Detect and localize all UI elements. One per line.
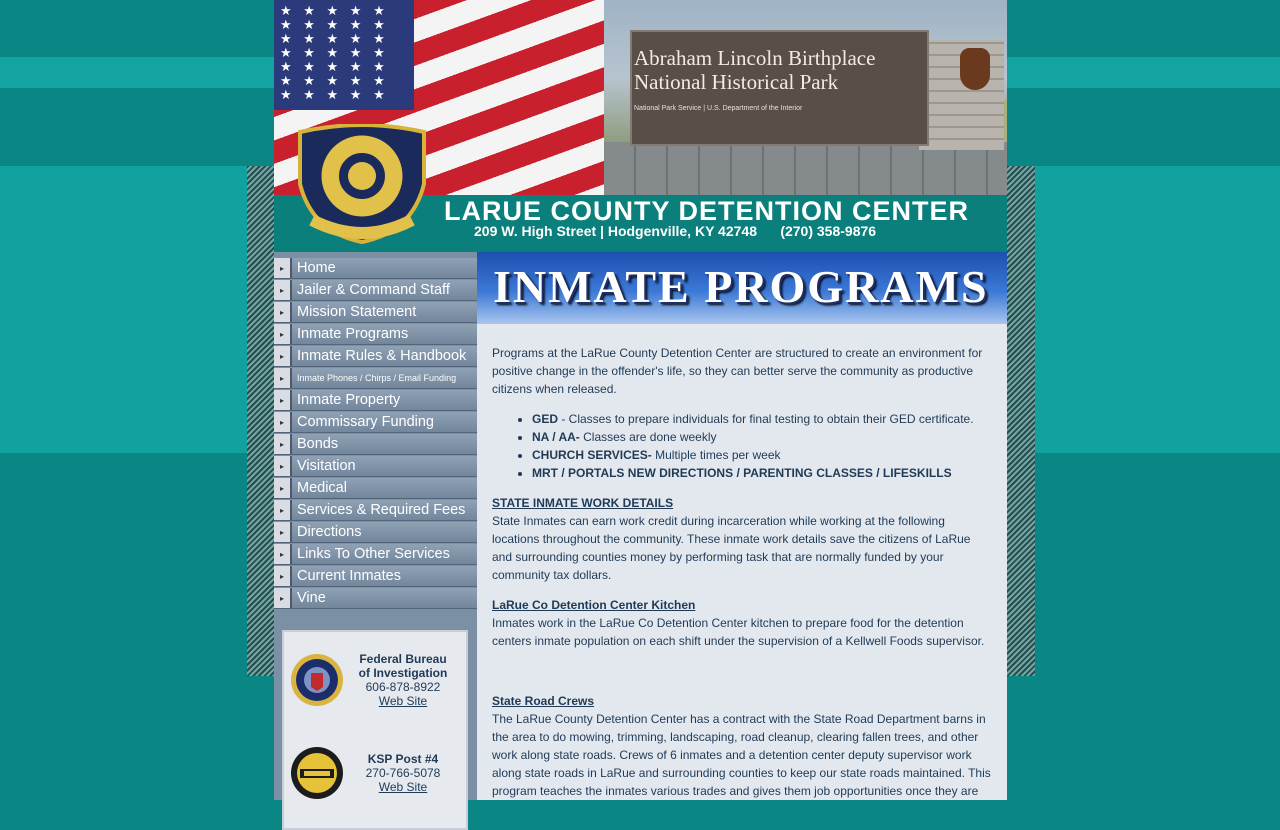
external-links-box [282,630,468,830]
fbi-website-link[interactable]: Web Site [378,694,428,708]
road-section-title: State Road Crews [492,694,595,708]
nav-item-10[interactable] [274,478,477,499]
nav-item-label: Medical [292,478,477,498]
fbi-name-2: of Investigation [358,666,448,680]
site-address: 209 W. High Street | Hodgenville, KY 42748 (270) 358-9876 [474,223,877,239]
nav-item-label: Inmate Rules & Handbook [292,346,477,366]
nav-bullet-icon: ▸ [274,258,292,278]
kitchen-section-title: LaRue Co Detention Center Kitchen [492,598,696,612]
program-name: MRT / PORTALS NEW DIRECTIONS / PARENTING CLASSES / LIFESKILLS [532,466,952,480]
intro-paragraph: Programs at the LaRue County Detention Center are structured to create an environment for positive change in the offender's life, so they can better serve the community as productive citizens when released. [492,346,983,396]
nav-item-label: Commissary Funding [292,412,477,432]
county-seal-icon [292,124,432,244]
nav-bullet-icon: ▸ [274,566,292,586]
program-item [532,410,993,428]
ksp-website-link[interactable]: Web Site [378,780,428,794]
ksp-phone: 270-766-5078 [365,766,441,780]
nav-bullet-icon: ▸ [274,324,292,344]
nav-item-label: Bonds [292,434,477,454]
fbi-phone: 606-878-8922 [365,680,441,694]
main-nav [274,258,477,610]
right-hatch-border [1007,166,1035,676]
nav-bullet-icon: ▸ [274,368,292,388]
nav-item-11[interactable] [274,500,477,521]
nav-item-label: Links To Other Services [292,544,477,564]
nav-bullet-icon: ▸ [274,588,292,608]
ksp-link-block [290,746,462,800]
program-item [532,428,993,446]
nav-item-0[interactable] [274,258,477,279]
nav-item-12[interactable] [274,522,477,543]
page-title: INMATE PROGRAMS [493,261,989,312]
nps-arrowhead-icon [960,48,990,90]
sidebar [274,252,477,800]
program-item [532,446,993,464]
nav-item-2[interactable] [274,302,477,323]
nav-bullet-icon: ▸ [274,412,292,432]
kitchen-section [492,596,993,650]
work-section [492,494,993,584]
fbi-name-1: Federal Bureau [359,652,447,666]
programs-list [492,410,993,482]
program-desc: Classes are done weekly [579,430,717,444]
nav-item-label: Home [292,258,477,278]
nav-item-label: Inmate Phones / Chirps / Email Funding [292,368,477,388]
nav-item-1[interactable] [274,280,477,301]
nav-bullet-icon: ▸ [274,390,292,410]
work-section-text: State Inmates can earn work credit during incarceration while working at the following locations throughout the community. These inmate work details save the citizens of LaRue and surrounding counties money by performing task that are normally funded by your community tax dollars. [492,514,971,582]
nav-bullet-icon: ▸ [274,346,292,366]
nav-item-label: Current Inmates [292,566,477,586]
header-banner [274,0,1007,252]
nav-item-5[interactable] [274,368,477,389]
program-name: CHURCH SERVICES- [532,448,652,462]
road-section [492,692,993,800]
flag-canton [274,0,414,110]
nav-bullet-icon: ▸ [274,500,292,520]
nav-item-label: Visitation [292,456,477,476]
program-name: GED [532,412,559,426]
sign-line-1: Abraham Lincoln Birthplace [634,46,876,70]
nav-item-label: Services & Required Fees [292,500,477,520]
fbi-link-block [290,652,462,708]
nav-bullet-icon: ▸ [274,434,292,454]
nav-item-4[interactable] [274,346,477,367]
nav-item-label: Inmate Property [292,390,477,410]
nav-item-6[interactable] [274,390,477,411]
main-content [477,252,1007,800]
program-name: NA / AA- [532,430,580,444]
park-sign-text [634,46,914,94]
program-desc: - Classes to prepare individuals for final testing to obtain their GED certificate. [558,412,974,426]
page-title-banner [477,252,1007,324]
nav-bullet-icon: ▸ [274,302,292,322]
nav-item-label: Vine [292,588,477,608]
nav-item-8[interactable] [274,434,477,455]
content-body [477,324,1007,800]
nav-item-3[interactable] [274,324,477,345]
kitchen-section-text: Inmates work in the LaRue Co Detention Center kitchen to prepare food for the detention centers inmate population on each shift under the supervision of a Kellwell Foods supervisor. [492,616,985,648]
ksp-badge-icon [290,746,344,800]
nav-item-15[interactable] [274,588,477,609]
program-desc: Multiple times per week [651,448,781,462]
fbi-seal-icon [290,653,344,707]
nav-bullet-icon: ▸ [274,544,292,564]
nav-item-label: Jailer & Command Staff [292,280,477,300]
work-section-title: STATE INMATE WORK DETAILS [492,496,674,510]
nav-bullet-icon: ▸ [274,456,292,476]
fbi-link-text [344,652,462,708]
site-title: LARUE COUNTY DETENTION CENTER [444,196,970,226]
nav-item-13[interactable] [274,544,477,565]
nav-item-label: Inmate Programs [292,324,477,344]
road-section-text: The LaRue County Detention Center has a contract with the State Road Department barns in the area to do mowing, trimming, landscaping, road cleanup, clearing fallen trees, and other work along state roads. Crews of 6 inmates and a detention center deputy supervisor work along state roads in LaRue and surrounding counties to keep our state roads maintained. This program teaches the inmates various trades and gives them job opportunities once they are [492,712,991,798]
ksp-name: KSP Post #4 [367,752,439,766]
program-item [532,464,993,482]
nav-bullet-icon: ▸ [274,522,292,542]
nav-item-label: Mission Statement [292,302,477,322]
nav-bullet-icon: ▸ [274,478,292,498]
ksp-link-text [344,752,462,794]
nav-item-9[interactable] [274,456,477,477]
nav-item-14[interactable] [274,566,477,587]
nav-bullet-icon: ▸ [274,280,292,300]
left-hatch-border [247,166,275,676]
page-container [274,0,1007,800]
nav-item-label: Directions [292,522,477,542]
sign-line-2: National Historical Park [634,70,839,94]
flag-stars: ★ ★ ★ ★ ★ ★ ★ ★ ★ ★ ★ ★ ★ ★ ★ ★ ★ ★ ★ ★ ★ ★ ★ ★ ★ ★ ★ ★ ★ ★ ★ ★ ★ ★ ★ [280,3,389,102]
sign-line-3: National Park Service | U.S. Department of the Interior [634,105,803,112]
nav-item-7[interactable] [274,412,477,433]
